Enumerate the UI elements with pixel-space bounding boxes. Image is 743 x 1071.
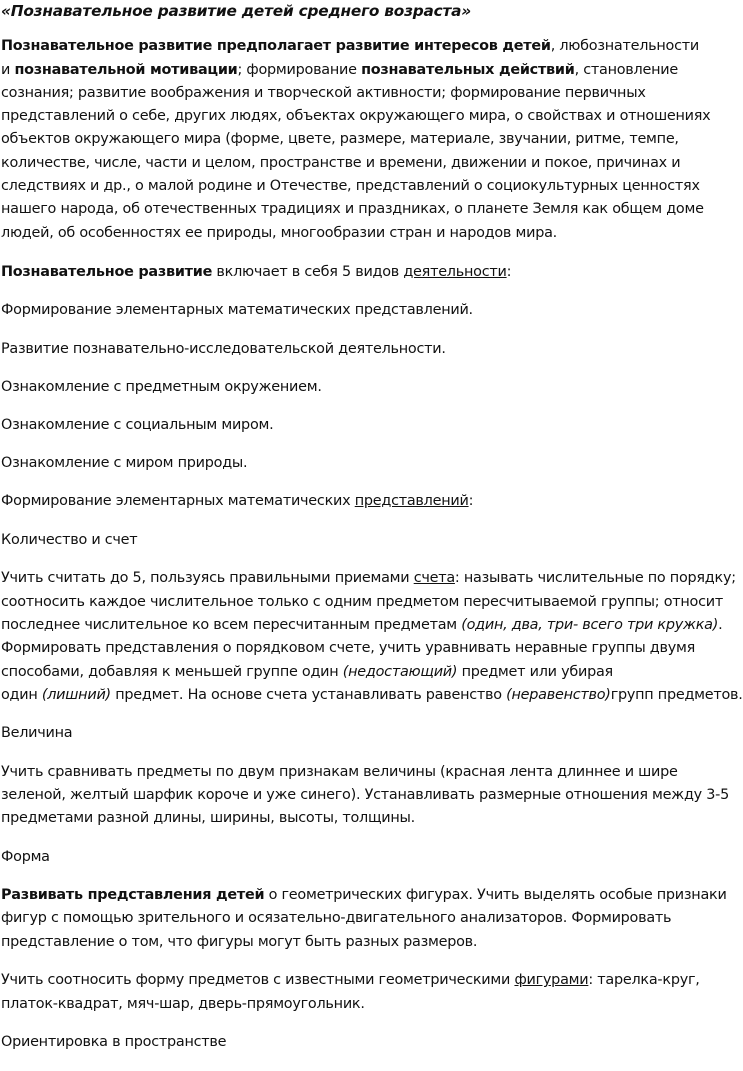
- counting-link[interactable]: счета: [413, 570, 455, 586]
- intro-line-1: Познавательное развитие предполагает развитие интересов детей, любознательности: [1, 38, 699, 54]
- count-line-1: Учить считать до 5, пользуясь правильными приемами счета: называть числительные по порядку;: [1, 570, 736, 586]
- shape-p2-line-1: Учить соотносить форму предметов с известными геометрическими фигурами: тарелка-круг,: [1, 972, 700, 988]
- intro-line-6: количестве, числе, части и целом, пространстве и времени, движении и покое, причинах и: [1, 155, 681, 171]
- count-line-4: Формировать представления о порядковом счете, учить уравнивать неравные группы двумя: [1, 640, 695, 656]
- shape-line-2: фигур с помощью зрительного и осязательно-двигательного анализаторов. Формировать: [1, 910, 672, 926]
- count-line-5: способами, добавляя к меньшей группе один (недостающий) предмет или убирая: [1, 664, 613, 680]
- intro-line-3: сознания; развитие воображения и творческой активности; формирование первичных: [1, 85, 646, 101]
- count-line-3: последнее числительное ко всем пересчитанным предметам (один, два, три- всего три кружка).: [1, 617, 723, 633]
- types-line: Познавательное развитие включает в себя 5 видов деятельности:: [1, 264, 512, 280]
- size-heading: Величина: [1, 725, 73, 741]
- size-line-1: Учить сравнивать предметы по двум признакам величины (красная лента длиннее и шире: [1, 764, 678, 780]
- shape-line-3: представление о том, что фигуры могут быть разных размеров.: [1, 934, 478, 950]
- size-line-3: предметами разной длины, ширины, высоты, толщины.: [1, 810, 415, 826]
- femp-heading: Формирование элементарных математических представлений:: [1, 493, 474, 509]
- space-heading: Ориентировка в пространстве: [1, 1034, 227, 1050]
- list-item: Ознакомление с предметным окружением.: [1, 379, 322, 395]
- shape-p2-line-2: платок-квадрат, мяч-шар, дверь-прямоугольник.: [1, 996, 365, 1012]
- representations-link[interactable]: представлений: [354, 493, 469, 509]
- intro-line-4: представлений о себе, других людях, объектах окружающего мира, о свойствах и отношениях: [1, 108, 711, 124]
- document-title: «Познавательное развитие детей среднего возраста»: [1, 2, 472, 20]
- intro-line-8: нашего народа, об отечественных традициях и праздниках, о планете Земля как общем доме: [1, 201, 704, 217]
- shape-line-1: Развивать представления детей о геометрических фигурах. Учить выделять особые признаки: [1, 887, 727, 903]
- activity-link[interactable]: деятельности: [403, 264, 507, 280]
- list-item: Ознакомление с миром природы.: [1, 455, 248, 471]
- intro-line-2: и познавательной мотивации; формирование познавательных действий, становление: [1, 62, 678, 78]
- intro-line-9: людей, об особенностях ее природы, многообразии стран и народов мира.: [1, 225, 557, 241]
- shape-heading: Форма: [1, 849, 50, 865]
- intro-bold-term: Познавательное развитие предполагает развитие интересов детей: [1, 38, 551, 54]
- count-line-6: один (лишний) предмет. На основе счета устанавливать равенство (неравенство)групп предметов.: [1, 687, 743, 703]
- list-item: Формирование элементарных математических представлений.: [1, 302, 473, 318]
- count-heading: Количество и счет: [1, 532, 138, 548]
- list-item: Развитие познавательно-исследовательской деятельности.: [1, 341, 446, 357]
- intro-line-7: следствиях и др., о малой родине и Отечестве, представлений о социокультурных ценностях: [1, 178, 700, 194]
- figures-link[interactable]: фигурами: [514, 972, 589, 988]
- list-item: Ознакомление с социальным миром.: [1, 417, 274, 433]
- intro-line-5: объектов окружающего мира (форме, цвете, размере, материале, звучании, ритме, темпе,: [1, 131, 679, 147]
- size-line-2: зеленой, желтый шарфик короче и уже синего). Устанавливать размерные отношения между 3-5: [1, 787, 730, 803]
- count-line-2: соотносить каждое числительное только с одним предметом пересчитываемой группы; относит: [1, 594, 724, 610]
